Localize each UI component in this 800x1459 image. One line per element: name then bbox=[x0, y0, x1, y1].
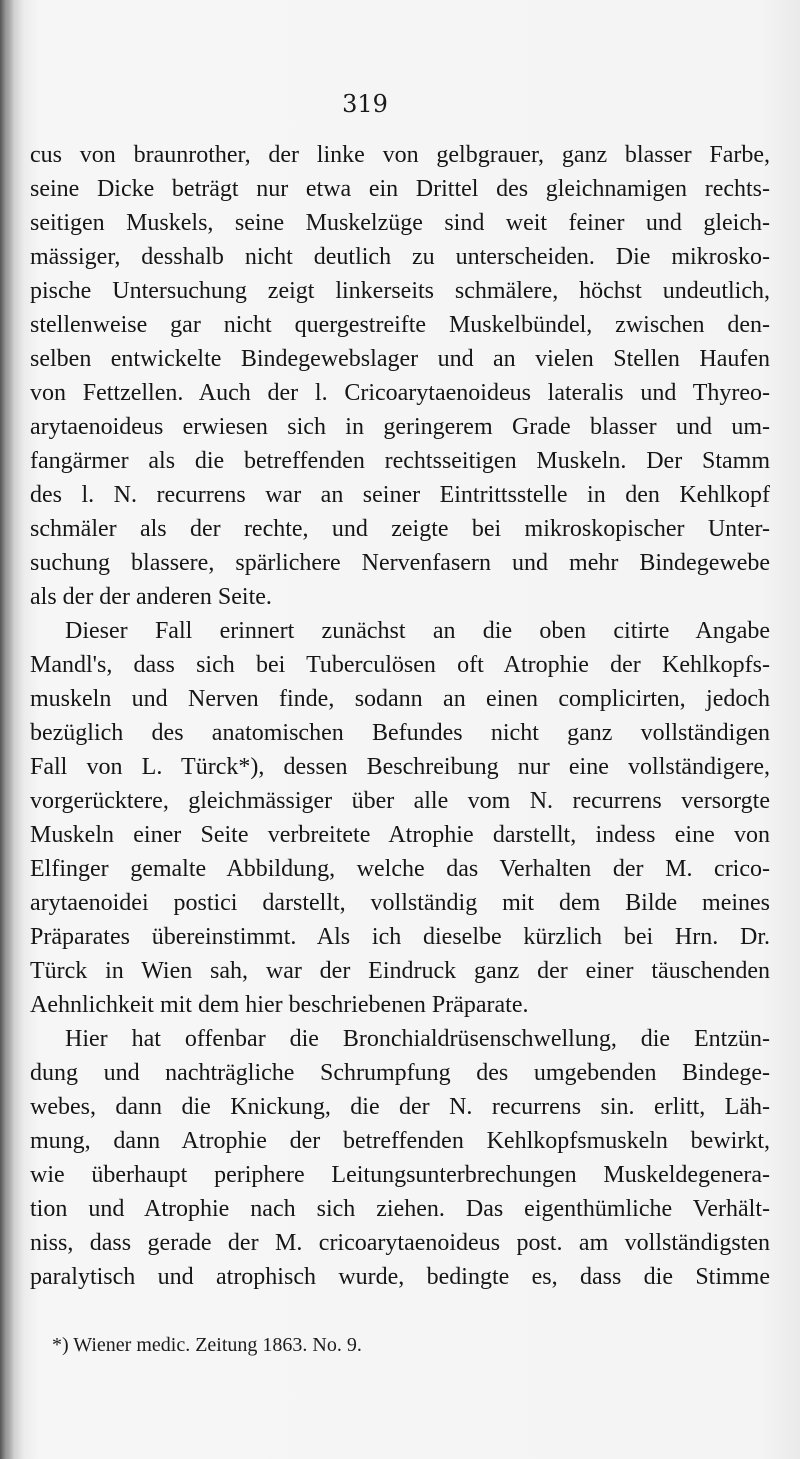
text-line: als der der anderen Seite. bbox=[30, 584, 272, 610]
text-line: Aehnlichkeit mit dem hier beschriebenen Präparate. bbox=[30, 992, 529, 1018]
text-line: arytaenoidei postici darstellt, vollständig mit dem Bilde meines bbox=[30, 890, 770, 916]
text-line: selben entwickelte Bindegewebslager und an vielen Stellen Haufen bbox=[30, 346, 770, 372]
text-line: stellenweise gar nicht quergestreifte Muskelbündel, zwischen den- bbox=[30, 312, 770, 338]
text-line: tion und Atrophie nach sich ziehen. Das eigenthümliche Verhält- bbox=[30, 1196, 770, 1222]
text-line: Muskeln einer Seite verbreitete Atrophie darstellt, indess eine von bbox=[30, 822, 770, 848]
text-line: muskeln und Nerven finde, sodann an einen complicirten, jedoch bbox=[30, 686, 770, 712]
text-line: Präparates übereinstimmt. Als ich dieselbe kürzlich bei Hrn. Dr. bbox=[30, 924, 770, 950]
text-line: Elfinger gemalte Abbildung, welche das Verhalten der M. crico- bbox=[30, 856, 770, 882]
text-line: mässiger, desshalb nicht deutlich zu unterscheiden. Die mikrosko- bbox=[30, 244, 770, 270]
text-line: paralytisch und atrophisch wurde, bedingte es, dass die Stimme bbox=[30, 1264, 770, 1290]
text-line: bezüglich des anatomischen Befundes nicht ganz vollständigen bbox=[30, 720, 770, 746]
text-line: niss, dass gerade der M. cricoarytaenoideus post. am vollständigsten bbox=[30, 1230, 770, 1256]
text-line: vorgerücktere, gleichmässiger über alle vom N. recurrens versorgte bbox=[30, 788, 770, 814]
text-line: seitigen Muskels, seine Muskelzüge sind weit feiner und gleich- bbox=[30, 210, 770, 236]
text-line: suchung blassere, spärlichere Nervenfasern und mehr Bindegewebe bbox=[30, 550, 770, 576]
paragraph-first-line: Hier hat offenbar die Bronchialdrüsenschwellung, die Entzün- bbox=[65, 1026, 770, 1052]
binding-gutter-shadow bbox=[0, 0, 14, 1459]
text-line: schmäler als der rechte, und zeigte bei mikroskopischer Unter- bbox=[30, 516, 770, 542]
text-line: Mandl's, dass sich bei Tuberculösen oft Atrophie der Kehlkopfs- bbox=[30, 652, 770, 678]
text-line: seine Dicke beträgt nur etwa ein Drittel des gleichnamigen rechts- bbox=[30, 176, 770, 202]
text-line: von Fettzellen. Auch der l. Cricoarytaenoideus lateralis und Thyreo- bbox=[30, 380, 770, 406]
text-line: cus von braunrother, der linke von gelbgrauer, ganz blasser Farbe, bbox=[30, 142, 770, 168]
paragraph-first-line: Dieser Fall erinnert zunächst an die oben citirte Angabe bbox=[65, 618, 770, 644]
text-line: dung und nachträgliche Schrumpfung des umgebenden Bindege- bbox=[30, 1060, 770, 1086]
text-line: Fall von L. Türck*), dessen Beschreibung nur eine vollständigere, bbox=[30, 754, 770, 780]
text-line: mung, dann Atrophie der betreffenden Kehlkopfsmuskeln bewirkt, bbox=[30, 1128, 770, 1154]
footnote: *) Wiener medic. Zeitung 1863. No. 9. bbox=[52, 1334, 362, 1356]
text-line: wie überhaupt periphere Leitungsunterbrechungen Muskeldegenera- bbox=[30, 1162, 770, 1188]
page-number: 319 bbox=[342, 90, 388, 118]
text-line: Türck in Wien sah, war der Eindruck ganz der einer täuschenden bbox=[30, 958, 770, 984]
text-line: fangärmer als die betreffenden rechtsseitigen Muskeln. Der Stamm bbox=[30, 448, 770, 474]
text-line: pische Untersuchung zeigt linkerseits schmälere, höchst undeutlich, bbox=[30, 278, 770, 304]
text-line: webes, dann die Knickung, die der N. recurrens sin. erlitt, Läh- bbox=[30, 1094, 770, 1120]
text-line: arytaenoideus erwiesen sich in geringerem Grade blasser und um- bbox=[30, 414, 770, 440]
text-line: des l. N. recurrens war an seiner Eintrittsstelle in den Kehlkopf bbox=[30, 482, 770, 508]
